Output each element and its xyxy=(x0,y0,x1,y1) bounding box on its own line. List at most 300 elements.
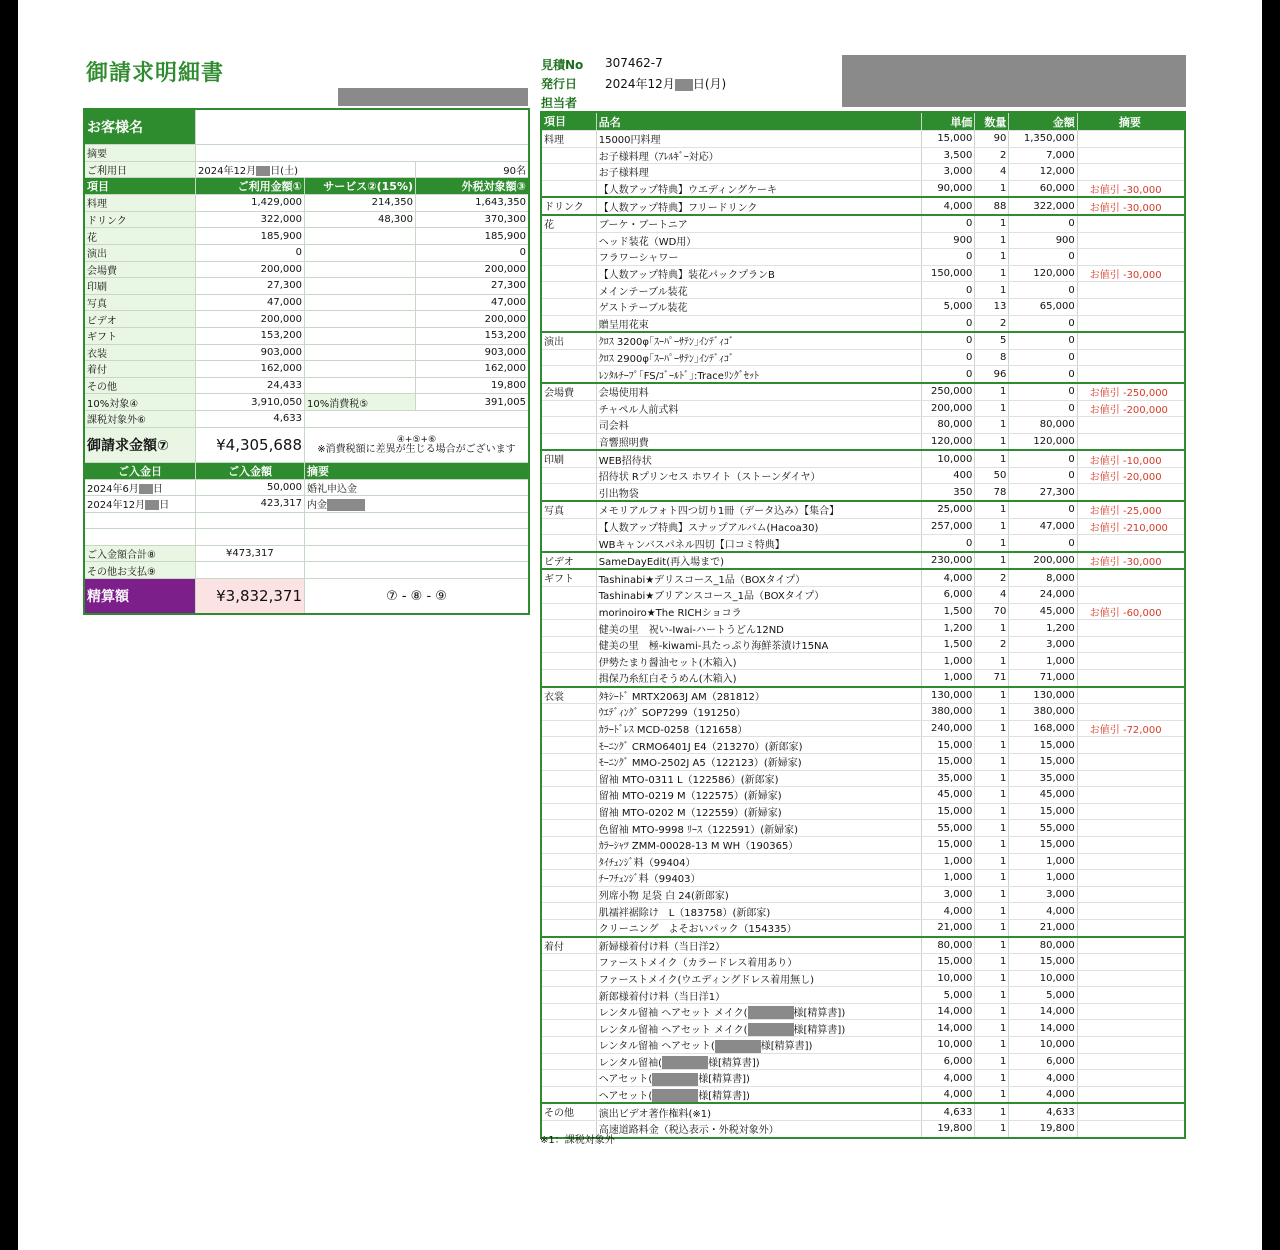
unit-price: 19,800 xyxy=(922,1121,975,1138)
remarks xyxy=(1077,653,1185,670)
item-name-text: WBキャンバスパネル四切【口コミ特典】 xyxy=(598,539,785,551)
amount: 35,000 xyxy=(1009,770,1077,787)
amount: 1,000 xyxy=(1009,653,1077,670)
invoice-note: ※消費税額に差異が生じる場合がございます xyxy=(317,443,516,455)
item-name-text: レンタル留袖 ヘアセット メイク( xyxy=(598,1007,748,1019)
item-name: 演出 xyxy=(84,244,196,261)
amount: 0 xyxy=(1009,383,1077,400)
item-name xyxy=(596,620,921,637)
detail-row xyxy=(541,249,1185,266)
amount: 4,633 xyxy=(1009,1103,1077,1120)
amount: 4,000 xyxy=(1009,1086,1077,1103)
detail-row xyxy=(541,803,1185,820)
unit-price: 15,000 xyxy=(922,803,975,820)
remarks xyxy=(1077,164,1185,181)
unit-price: 3,000 xyxy=(922,164,975,181)
item-name xyxy=(596,552,921,570)
detail-row xyxy=(541,770,1185,787)
remarks xyxy=(1077,433,1185,450)
remarks: お値引 -210,000 xyxy=(1077,518,1185,535)
taxable-amount: 370,300 xyxy=(416,211,530,228)
remarks xyxy=(1077,753,1185,770)
item-name-text: 司会料 xyxy=(598,421,629,433)
summary-row-item xyxy=(84,244,529,261)
quantity: 1 xyxy=(975,970,1009,987)
remarks xyxy=(1077,770,1185,787)
header-service: サービス②(15%) xyxy=(305,178,416,195)
detail-row xyxy=(541,501,1185,518)
item-name: ビデオ xyxy=(84,311,196,328)
unit-price: 15,000 xyxy=(922,737,975,754)
unit-price: 10,000 xyxy=(922,1037,975,1054)
amount: 80,000 xyxy=(1009,937,1077,954)
quantity: 4 xyxy=(975,587,1009,604)
usage-amount: 322,000 xyxy=(196,211,305,228)
item-name xyxy=(596,1070,921,1087)
header-unit-price: 単価 xyxy=(922,112,975,131)
usage-amount: 903,000 xyxy=(196,344,305,361)
category-cell xyxy=(541,903,596,920)
detail-row xyxy=(541,1121,1185,1138)
unit-price: 4,000 xyxy=(922,197,975,215)
amount: 27,300 xyxy=(1009,484,1077,501)
header-item: 項目 xyxy=(84,178,196,195)
amount: 60,000 xyxy=(1009,180,1077,197)
item-name-text: 留袖 MTO-0219 M（122575）(新婦家) xyxy=(598,791,782,803)
item-name-text: レンタル留袖( xyxy=(598,1057,662,1069)
amount: 10,000 xyxy=(1009,970,1077,987)
empty-cell xyxy=(84,512,196,529)
item-name xyxy=(596,400,921,417)
item-name-text: お子様料理 xyxy=(598,168,649,180)
item-name xyxy=(596,366,921,383)
detail-row xyxy=(541,232,1185,249)
amount: 14,000 xyxy=(1009,1020,1077,1037)
item-name xyxy=(596,417,921,434)
taxable-row xyxy=(84,394,529,411)
detail-row xyxy=(541,653,1185,670)
amount: 4,000 xyxy=(1009,1070,1077,1087)
unit-price: 10,000 xyxy=(922,970,975,987)
quantity: 71 xyxy=(975,670,1009,687)
remarks xyxy=(1077,131,1185,148)
category-cell: ギフト xyxy=(541,569,596,586)
quantity: 2 xyxy=(975,315,1009,332)
detail-row xyxy=(541,265,1185,282)
remarks xyxy=(1077,853,1185,870)
payment-header-note: 摘要 xyxy=(305,462,530,479)
item-name xyxy=(596,753,921,770)
quantity: 1 xyxy=(975,720,1009,737)
remarks xyxy=(1077,836,1185,853)
item-name-text: ヘアセット( xyxy=(598,1074,653,1086)
payment-row-empty xyxy=(84,512,529,529)
quantity: 1 xyxy=(975,1037,1009,1054)
item-name xyxy=(596,569,921,586)
amount: 6,000 xyxy=(1009,1053,1077,1070)
item-name-text: ｸﾛｽ 2900φ｢ｽｰﾊﾟｰｻﾃﾝ｣ｲﾝﾃﾞｨｺﾞ xyxy=(598,354,734,366)
detail-row xyxy=(541,1037,1185,1054)
payment-date xyxy=(84,496,196,513)
item-name-text: SameDayEdit(再入場まで) xyxy=(598,557,725,569)
invoice-label: 御請求金額⑦ xyxy=(84,427,196,462)
quantity: 1 xyxy=(975,433,1009,450)
amount: 5,000 xyxy=(1009,987,1077,1004)
item-name-text: チャペル人前式料 xyxy=(598,404,679,416)
item-name xyxy=(596,131,921,148)
item-name-text: 高速道路料金（税込表示・外税対象外） xyxy=(598,1125,779,1137)
item-name xyxy=(596,670,921,687)
item-name-text: 音響照明費 xyxy=(598,437,649,449)
item-name-text: レンタル留袖 ヘアセット( xyxy=(598,1041,715,1053)
item-name-text: ｳｴﾃﾞｨﾝｸﾞ SOP7299（191250） xyxy=(598,708,746,720)
remarks xyxy=(1077,298,1185,315)
redacted-block xyxy=(652,1073,698,1086)
category-cell xyxy=(541,954,596,971)
detail-row xyxy=(541,131,1185,148)
redacted-block xyxy=(327,499,365,511)
unit-price: 0 xyxy=(922,315,975,332)
detail-row xyxy=(541,197,1185,215)
quantity: 2 xyxy=(975,569,1009,586)
header-amount: 金額 xyxy=(1009,112,1077,131)
amount: 15,000 xyxy=(1009,836,1077,853)
category-cell xyxy=(541,737,596,754)
detail-row xyxy=(541,753,1185,770)
category-cell xyxy=(541,853,596,870)
item-name: 着付 xyxy=(84,361,196,378)
item-name xyxy=(596,147,921,164)
category-cell xyxy=(541,366,596,383)
detail-row xyxy=(541,704,1185,721)
amount: 47,000 xyxy=(1009,518,1077,535)
summary-row xyxy=(84,145,529,162)
remarks xyxy=(1077,954,1185,971)
settle-value: ¥3,832,371 xyxy=(196,579,305,615)
amount: 380,000 xyxy=(1009,704,1077,721)
unit-price: 257,000 xyxy=(922,518,975,535)
detail-row xyxy=(541,315,1185,332)
payment-row xyxy=(84,496,529,513)
remarks xyxy=(1077,687,1185,704)
usage-date-row xyxy=(84,161,529,178)
detail-row xyxy=(541,484,1185,501)
remarks xyxy=(1077,315,1185,332)
detail-row xyxy=(541,720,1185,737)
summary-row-item xyxy=(84,327,529,344)
item-name-suffix: 様[精算書]) xyxy=(707,1057,760,1069)
estimate-no: 307462-7 xyxy=(605,56,663,70)
unit-price: 4,000 xyxy=(922,569,975,586)
remarks xyxy=(1077,215,1185,232)
customer-label: お客様名 xyxy=(84,109,196,145)
quantity: 88 xyxy=(975,197,1009,215)
amount: 19,800 xyxy=(1009,1121,1077,1138)
settle-label: 精算額 xyxy=(84,579,196,615)
detail-row xyxy=(541,1020,1185,1037)
usage-amount: 200,000 xyxy=(196,261,305,278)
item-name-text: フラワーシャワー xyxy=(598,253,679,265)
item-name-text: 新婦様着付け料（当日洋2） xyxy=(598,941,726,953)
detail-row xyxy=(541,853,1185,870)
item-name-text: 健美の里 祝い-Iwai-ハートうどん12ND xyxy=(598,624,784,636)
category-cell: 演出 xyxy=(541,332,596,349)
summary-row-item xyxy=(84,261,529,278)
amount: 0 xyxy=(1009,501,1077,518)
issue-date xyxy=(605,75,726,92)
item-name-text: 贈呈用花束 xyxy=(598,319,649,331)
item-name xyxy=(596,787,921,804)
remarks: お値引 -25,000 xyxy=(1077,501,1185,518)
amount: 15,000 xyxy=(1009,753,1077,770)
quantity: 1 xyxy=(975,1086,1009,1103)
service-amount xyxy=(305,294,416,311)
item-name-text: morinoiro★The RICHショコラ xyxy=(598,607,742,619)
redacted-block xyxy=(652,1089,698,1102)
detail-row xyxy=(541,417,1185,434)
category-cell: 写真 xyxy=(541,501,596,518)
item-name-text: ﾁｰﾌﾁｪﾝｼﾞ料（99403） xyxy=(598,874,701,886)
taxable-amount: 27,300 xyxy=(416,278,530,295)
item-name xyxy=(596,720,921,737)
item-name xyxy=(596,803,921,820)
detail-row xyxy=(541,670,1185,687)
amount: 45,000 xyxy=(1009,787,1077,804)
item-name-suffix: 様[精算書]) xyxy=(760,1041,813,1053)
empty-cell xyxy=(196,529,305,546)
detail-row xyxy=(541,903,1185,920)
remarks: お値引 -30,000 xyxy=(1077,180,1185,197)
item-name xyxy=(596,903,921,920)
amount: 130,000 xyxy=(1009,687,1077,704)
redacted-block xyxy=(715,1040,761,1053)
category-cell xyxy=(541,670,596,687)
amount: 71,000 xyxy=(1009,670,1077,687)
unit-price: 14,000 xyxy=(922,1003,975,1020)
category-cell xyxy=(541,987,596,1004)
unit-price: 80,000 xyxy=(922,937,975,954)
unit-price: 1,500 xyxy=(922,636,975,653)
remarks xyxy=(1077,282,1185,299)
summary-row-item xyxy=(84,344,529,361)
unit-price: 1,000 xyxy=(922,870,975,887)
redacted-block xyxy=(748,1006,794,1019)
summary-row-item xyxy=(84,195,529,212)
category-cell xyxy=(541,467,596,484)
item-name xyxy=(596,937,921,954)
taxable-amount: 162,000 xyxy=(416,361,530,378)
amount: 1,000 xyxy=(1009,870,1077,887)
item-name-text: 伊勢たまり醤油セット(木箱入) xyxy=(598,657,737,669)
unit-price: 5,000 xyxy=(922,987,975,1004)
category-cell xyxy=(541,484,596,501)
item-name xyxy=(596,1003,921,1020)
remarks xyxy=(1077,332,1185,349)
item-name: 料理 xyxy=(84,195,196,212)
item-name xyxy=(596,687,921,704)
amount: 45,000 xyxy=(1009,603,1077,620)
quantity: 13 xyxy=(975,298,1009,315)
unit-price: 0 xyxy=(922,249,975,266)
item-name-text: ﾓｰﾆﾝｸﾞ CRMO6401J E4（213270）(新郎家) xyxy=(598,741,803,753)
amount: 15,000 xyxy=(1009,954,1077,971)
usage-amount: 200,000 xyxy=(196,311,305,328)
detail-row xyxy=(541,569,1185,586)
remarks xyxy=(1077,1086,1185,1103)
service-amount xyxy=(305,327,416,344)
taxable-amount: 153,200 xyxy=(416,327,530,344)
amount: 120,000 xyxy=(1009,265,1077,282)
remarks xyxy=(1077,903,1185,920)
amount: 14,000 xyxy=(1009,1003,1077,1020)
unit-price: 240,000 xyxy=(922,720,975,737)
item-name xyxy=(596,535,921,552)
unit-price: 150,000 xyxy=(922,265,975,282)
category-cell xyxy=(541,315,596,332)
quantity: 1 xyxy=(975,1020,1009,1037)
category-cell: ドリンク xyxy=(541,197,596,215)
category-cell: 印刷 xyxy=(541,450,596,467)
amount: 322,000 xyxy=(1009,197,1077,215)
usage-amount: 47,000 xyxy=(196,294,305,311)
usage-date-day: 日(土) xyxy=(270,165,298,177)
quantity: 70 xyxy=(975,603,1009,620)
remarks: お値引 -200,000 xyxy=(1077,400,1185,417)
item-name xyxy=(596,265,921,282)
category-cell: 衣裳 xyxy=(541,687,596,704)
payment-date-month: 2024年6月 xyxy=(87,483,139,495)
item-name-text: 【人数アップ特典】ウエディングケーキ xyxy=(598,185,778,197)
item-name-text: 留袖 MTO-0202 M（122559）(新婦家) xyxy=(598,808,782,820)
service-amount xyxy=(305,244,416,261)
quantity: 50 xyxy=(975,467,1009,484)
service-amount xyxy=(305,377,416,394)
item-name xyxy=(596,1103,921,1120)
item-name-text: メインテーブル装花 xyxy=(598,286,688,298)
amount: 3,000 xyxy=(1009,886,1077,903)
amount: 0 xyxy=(1009,349,1077,366)
item-name-text: レンタル留袖 ヘアセット メイク( xyxy=(598,1024,748,1036)
detail-row xyxy=(541,332,1185,349)
usage-date-label: ご利用日 xyxy=(84,161,196,178)
redacted-block xyxy=(675,79,693,91)
detail-row xyxy=(541,886,1185,903)
unit-price: 350 xyxy=(922,484,975,501)
unit-price: 25,000 xyxy=(922,501,975,518)
category-cell xyxy=(541,820,596,837)
usage-date-month: 2024年12月 xyxy=(198,165,257,177)
detail-row xyxy=(541,467,1185,484)
tax-value: 391,005 xyxy=(416,394,530,411)
service-amount xyxy=(305,344,416,361)
category-cell xyxy=(541,282,596,299)
remarks xyxy=(1077,787,1185,804)
category-cell xyxy=(541,535,596,552)
amount: 7,000 xyxy=(1009,147,1077,164)
paid-total-row xyxy=(84,545,529,562)
item-name xyxy=(596,332,921,349)
remarks xyxy=(1077,1003,1185,1020)
quantity: 1 xyxy=(975,886,1009,903)
category-cell xyxy=(541,1020,596,1037)
payment-note-text: 内金 xyxy=(307,500,327,512)
item-name xyxy=(596,886,921,903)
detail-row xyxy=(541,400,1185,417)
amount: 15,000 xyxy=(1009,737,1077,754)
detail-row xyxy=(541,636,1185,653)
item-name xyxy=(596,603,921,620)
quantity: 2 xyxy=(975,147,1009,164)
unit-price: 200,000 xyxy=(922,400,975,417)
redacted-block xyxy=(139,484,153,494)
item-name-text: クリーニング よそおいパック（154335） xyxy=(598,924,797,936)
taxable-amount: 903,000 xyxy=(416,344,530,361)
category-cell xyxy=(541,704,596,721)
detail-row xyxy=(541,836,1185,853)
summary-row-item xyxy=(84,311,529,328)
usage-amount: 0 xyxy=(196,244,305,261)
unit-price: 4,000 xyxy=(922,1086,975,1103)
tax-label: 10%消費税⑤ xyxy=(305,394,416,411)
unit-price: 6,000 xyxy=(922,1053,975,1070)
remarks xyxy=(1077,366,1185,383)
quantity: 1 xyxy=(975,1103,1009,1120)
item-name xyxy=(596,820,921,837)
service-amount xyxy=(305,228,416,245)
category-cell xyxy=(541,349,596,366)
quantity: 1 xyxy=(975,919,1009,936)
unit-price: 1,000 xyxy=(922,670,975,687)
quantity: 1 xyxy=(975,450,1009,467)
detail-row xyxy=(541,919,1185,936)
paid-total-label: ご入金額合計⑧ xyxy=(84,545,196,562)
item-name xyxy=(596,215,921,232)
quantity: 4 xyxy=(975,164,1009,181)
redacted-block xyxy=(145,500,159,510)
item-name xyxy=(596,919,921,936)
item-name xyxy=(596,853,921,870)
unit-price: 5,000 xyxy=(922,298,975,315)
redacted-block xyxy=(662,1056,708,1069)
category-cell xyxy=(541,870,596,887)
quantity: 1 xyxy=(975,518,1009,535)
customer-value xyxy=(196,109,530,145)
remarks xyxy=(1077,569,1185,586)
footnote: ※1：課税対象外 xyxy=(540,1135,615,1146)
remarks: お値引 -20,000 xyxy=(1077,467,1185,484)
detail-row xyxy=(541,349,1185,366)
quantity: 1 xyxy=(975,987,1009,1004)
item-name-text: ヘアセット( xyxy=(598,1090,653,1102)
item-name xyxy=(596,249,921,266)
detail-header-row xyxy=(541,112,1185,131)
other-payment-row xyxy=(84,562,529,579)
item-name-text: ブーケ・ブートニア xyxy=(598,220,688,232)
category-cell xyxy=(541,1070,596,1087)
item-name xyxy=(596,501,921,518)
quantity: 1 xyxy=(975,737,1009,754)
category-cell xyxy=(541,636,596,653)
payment-row xyxy=(84,479,529,496)
redacted-block xyxy=(748,1023,794,1036)
unit-price: 900 xyxy=(922,232,975,249)
item-name xyxy=(596,1020,921,1037)
unit-price: 4,000 xyxy=(922,903,975,920)
summary-row-item xyxy=(84,361,529,378)
unit-price: 0 xyxy=(922,215,975,232)
detail-row xyxy=(541,433,1185,450)
header-category: 項目 xyxy=(541,112,596,131)
